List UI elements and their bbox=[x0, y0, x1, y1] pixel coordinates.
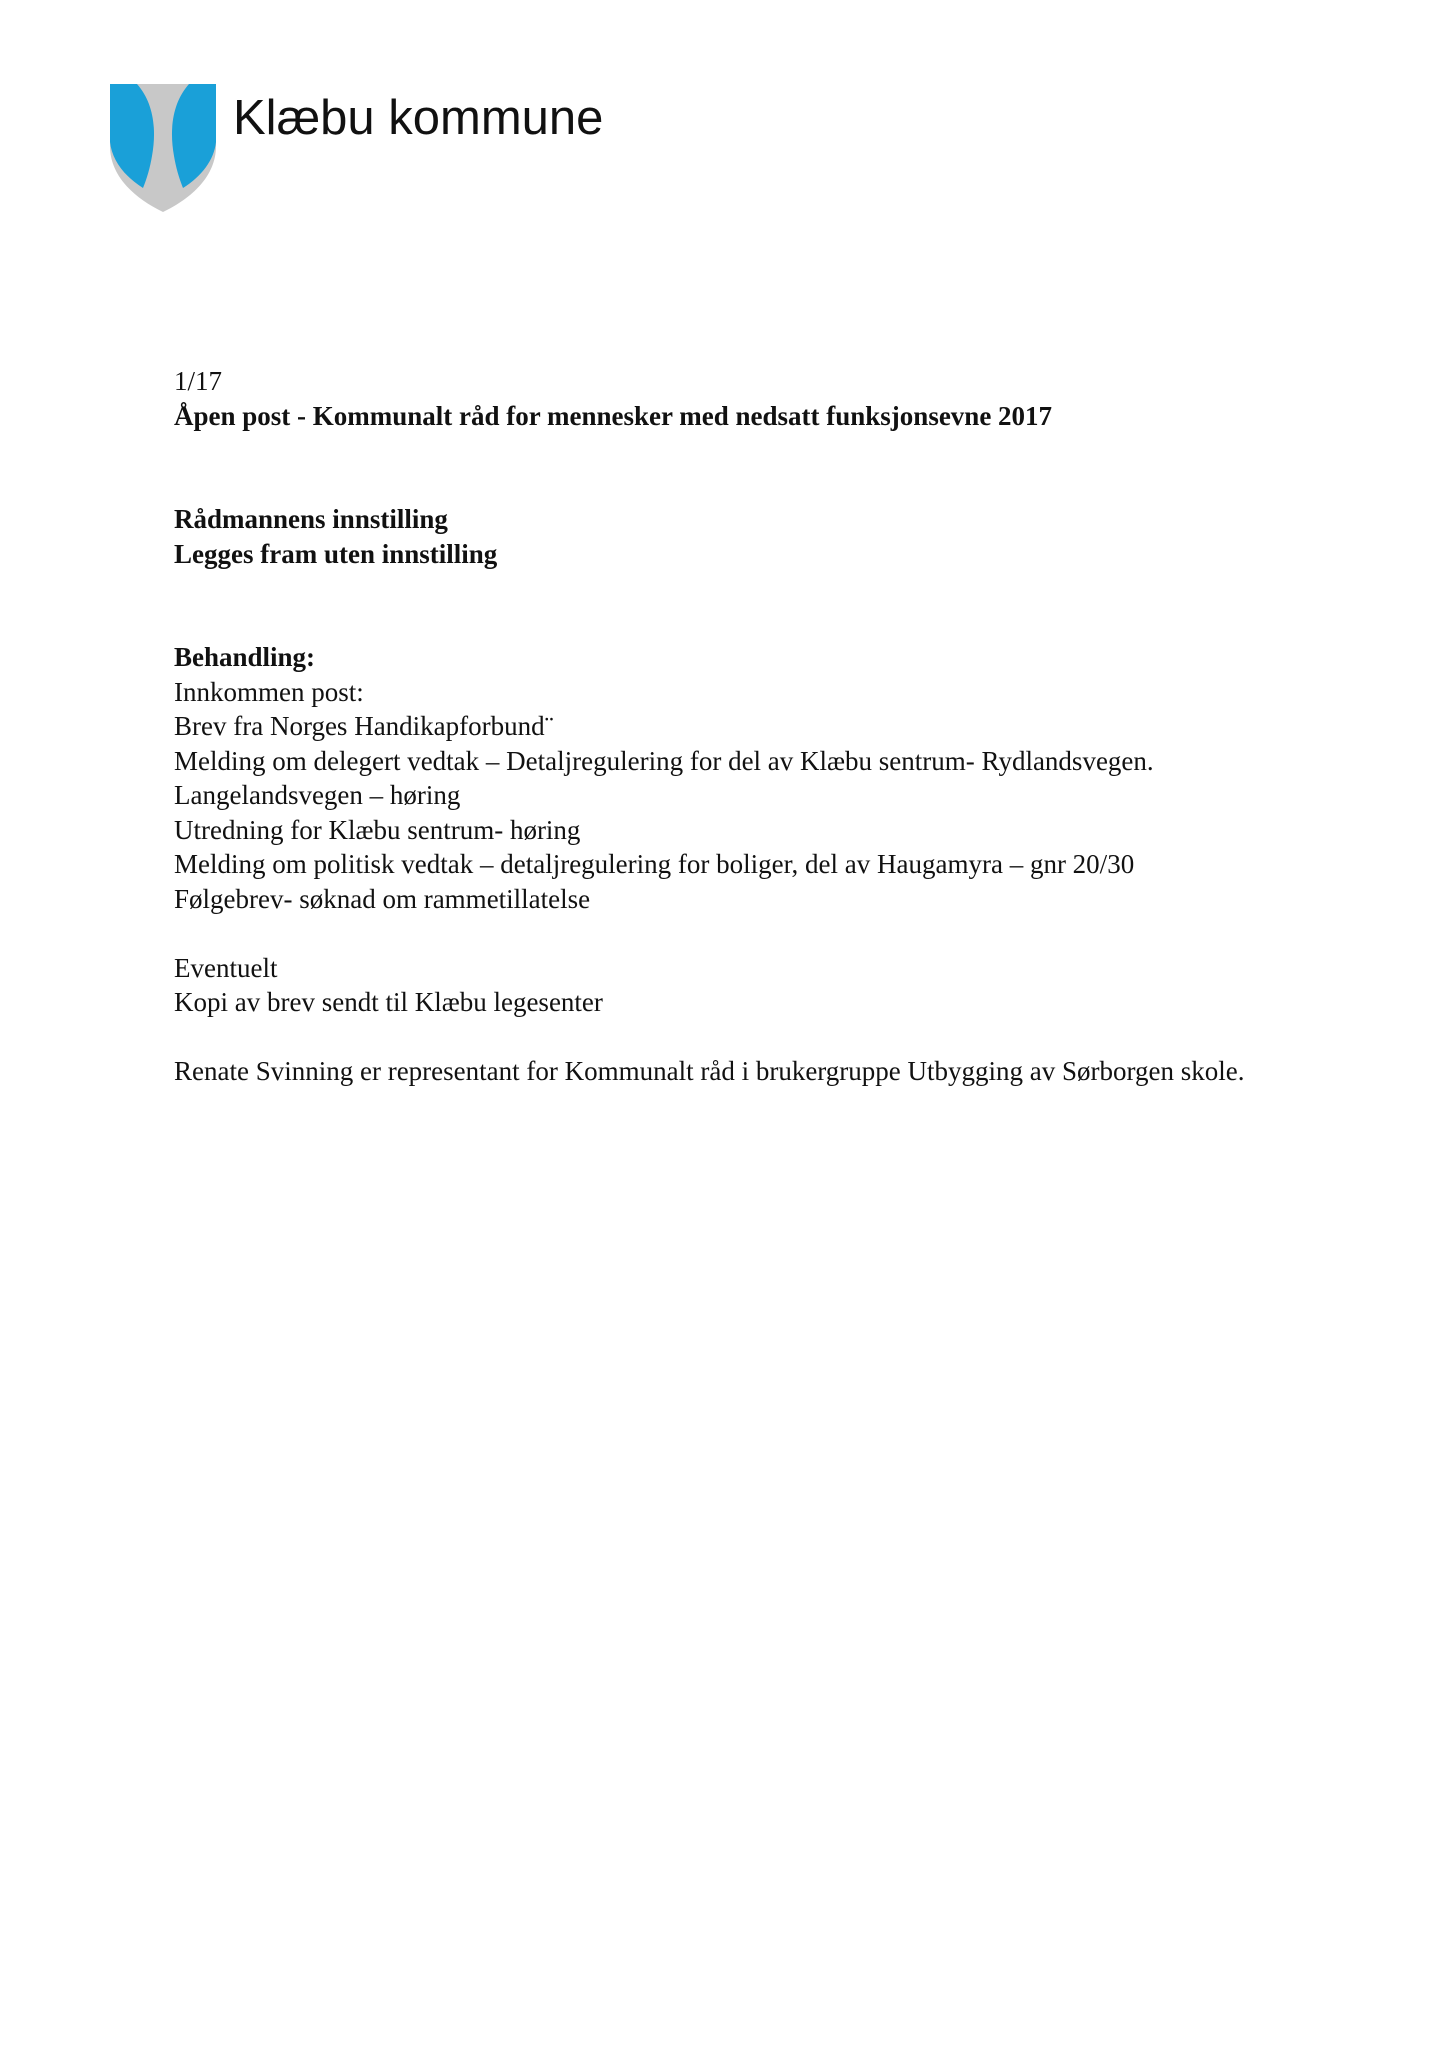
incoming-item: Langelandsvegen – høring bbox=[174, 780, 461, 810]
case-number: 1/17 bbox=[174, 366, 223, 396]
misc-label: Eventuelt bbox=[174, 952, 278, 983]
incoming-item: Brev fra Norges Handikapforbund¨ bbox=[174, 711, 554, 741]
treatment-heading: Behandling: bbox=[174, 642, 316, 672]
spacer bbox=[174, 1020, 1334, 1055]
document-body bbox=[174, 364, 1334, 1089]
spacer bbox=[174, 433, 1334, 502]
representative-note: Renate Svinning er representant for Kommunalt råd i brukergruppe Utbygging av Sørborgen skole. bbox=[174, 1056, 1245, 1086]
recommendation-heading: Rådmannens innstilling bbox=[174, 504, 448, 534]
organization-name: Klæbu kommune bbox=[233, 91, 604, 145]
incoming-mail-label: Innkommen post: bbox=[174, 676, 364, 707]
case-title: Åpen post - Kommunalt råd for mennesker med nedsatt funksjonsevne 2017 bbox=[174, 400, 1053, 431]
recommendation-text: Legges fram uten innstilling bbox=[174, 538, 498, 569]
coat-of-arms-icon bbox=[110, 84, 216, 212]
letterhead bbox=[110, 84, 710, 214]
spacer bbox=[174, 571, 1334, 640]
incoming-item: Utredning for Klæbu sentrum- høring bbox=[174, 814, 581, 845]
incoming-item: Melding om politisk vedtak – detaljregulering for boliger, del av Haugamyra – gnr 20/30 bbox=[174, 849, 1135, 879]
incoming-item: Følgebrev- søknad om rammetillatelse bbox=[174, 883, 591, 914]
misc-item: Kopi av brev sendt til Klæbu legesenter bbox=[174, 987, 603, 1017]
spacer bbox=[174, 916, 1334, 951]
incoming-item: Melding om delegert vedtak – Detaljregulering for del av Klæbu sentrum- Rydlandsvegen. bbox=[174, 745, 1154, 776]
